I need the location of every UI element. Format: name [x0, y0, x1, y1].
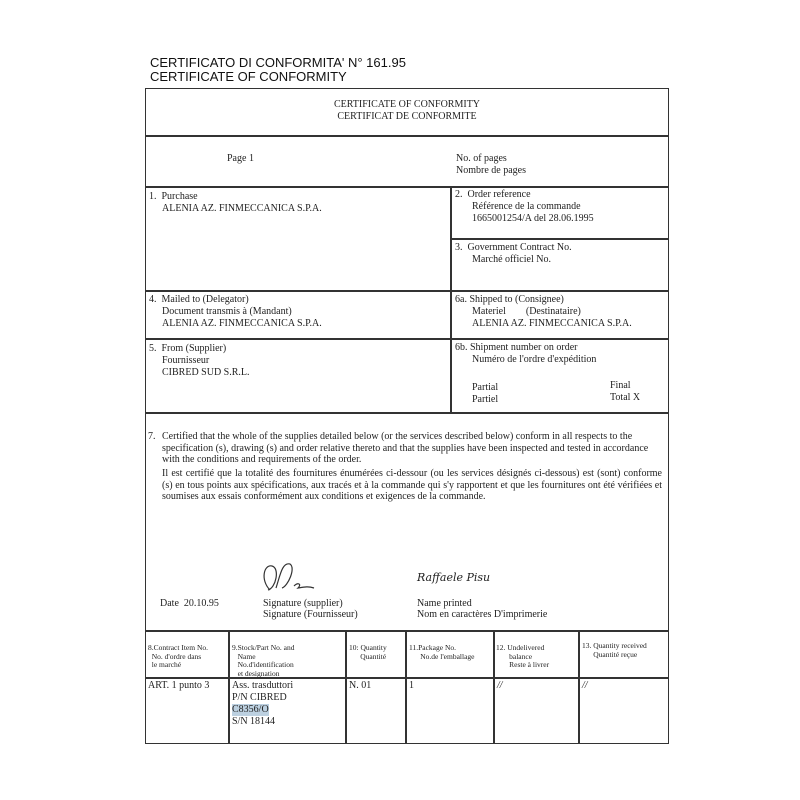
divider	[145, 677, 669, 679]
gov-contract-label-fr: Marché officiel No.	[472, 254, 551, 265]
cell-serial-number: S/N 18144	[232, 716, 276, 727]
mailed-to-label-fr: Document transmis à (Mandant)	[162, 306, 292, 317]
divider	[450, 186, 452, 412]
supplier-label-fr: Fournisseur	[162, 355, 210, 366]
divider	[493, 630, 495, 744]
certification-text-fr: Il est certifié que la totalité des fournitures énumérées ci-dessour (ou les services désignés ci-dessous) est (sont) conforme (s) en tous points aux spécifications, aux tracés et à la commande qui s'y rapportent et que les fournitures ont été vérifiées et soumises aux essais conformément aux conditions et exigences de la commande.	[162, 468, 662, 502]
mailed-to-value: ALENIA AZ. FINMECCANICA S.P.A.	[162, 318, 322, 329]
divider	[145, 338, 669, 340]
col-header-package: 11.Package No. No.de l'emballage	[409, 643, 475, 661]
mailed-to-label: 4. Mailed to (Delegator)	[149, 294, 249, 305]
printed-name-value: Raffaele Pisu	[417, 571, 491, 584]
section-number: 7.	[148, 431, 156, 442]
name-printed-label: Name printed	[417, 598, 472, 609]
date-value: Date 20.10.95	[160, 598, 219, 609]
divider	[145, 186, 669, 188]
divider	[450, 238, 669, 240]
col-header-stock-part: 9.Stock/Part No. and Name No.d'identification et designation	[232, 643, 295, 678]
partiel-label: Partiel	[472, 394, 499, 405]
cell-undelivered: //	[497, 680, 503, 691]
order-reference-label-fr: Référence de la commande	[472, 201, 581, 212]
pages-label-en: No. of pages	[456, 153, 507, 164]
supplier-label: 5. From (Supplier)	[149, 343, 227, 354]
cell-part-name: Ass. trasduttori	[232, 680, 294, 691]
divider	[145, 630, 669, 632]
divider	[145, 135, 669, 137]
divider	[345, 630, 347, 744]
signature-label-en: Signature (supplier)	[263, 598, 343, 609]
total-mark: Total X	[610, 392, 641, 403]
supplier-value: CIBRED SUD S.R.L.	[162, 367, 250, 378]
col-header-received: 13. Quantity received Quantité reçue	[582, 641, 647, 659]
divider	[145, 290, 669, 292]
divider	[578, 630, 580, 744]
cell-received: //	[582, 680, 588, 691]
partial-label: Partial	[472, 382, 499, 393]
signature-image	[258, 560, 328, 598]
form-title-en: CERTIFICATE OF CONFORMITY	[333, 99, 481, 110]
cell-part-code: C8356/O	[232, 704, 269, 715]
form-title-fr: CERTIFICAT DE CONFORMITE	[337, 111, 477, 122]
shipment-number-label: 6b. Shipment number on order	[455, 342, 578, 353]
col-header-contract-item: 8.Contract Item No. No. d'ordre dans le marché	[148, 643, 208, 669]
shipped-to-label: 6a. Shipped to (Consignee)	[455, 294, 564, 305]
col-header-undelivered: 12. Undelivered balance Reste à livrer	[496, 643, 550, 669]
shipped-to-label-fr: Materiel (Destinataire)	[472, 306, 581, 317]
final-label: Final	[610, 380, 631, 391]
shipped-to-value: ALENIA AZ. FINMECCANICA S.P.A.	[472, 318, 632, 329]
certificate-number-heading: CERTIFICATO DI CONFORMITA' N° 161.95	[150, 55, 406, 70]
pages-label-fr: Nombre de pages	[456, 165, 526, 176]
page-number: Page 1	[227, 153, 254, 164]
purchase-label: 1. Purchase	[149, 191, 198, 202]
certification-text-en: Certified that the whole of the supplies detailed below (or the services described below) conform in all respects to the specification (s), drawing (s) and order relative thereto and that the supplies have been inspected and tested in accordance with the conditions and requirements of the order.	[162, 431, 649, 465]
cell-quantity: N. 01	[349, 680, 372, 691]
order-reference-label: 2. Order reference	[455, 189, 531, 200]
shipment-number-label-fr: Numéro de l'ordre d'expédition	[472, 354, 597, 365]
purchase-value: ALENIA AZ. FINMECCANICA S.P.A.	[162, 203, 322, 214]
signature-label-fr: Signature (Fournisseur)	[263, 609, 358, 620]
gov-contract-label: 3. Government Contract No.	[455, 242, 572, 253]
divider	[228, 630, 230, 744]
divider	[405, 630, 407, 744]
divider	[145, 412, 669, 414]
cell-package: 1	[409, 680, 414, 691]
cell-part-number: P/N CIBRED	[232, 692, 287, 703]
certificate-heading: CERTIFICATE OF CONFORMITY	[150, 69, 347, 84]
col-header-quantity: 10: Quantity Quantité	[349, 643, 387, 661]
order-reference-value: 1665001254/A del 28.06.1995	[472, 213, 594, 224]
cell-contract-item: ART. 1 punto 3	[148, 680, 210, 691]
name-printed-label-fr: Nom en caractères D'imprimerie	[417, 609, 548, 620]
